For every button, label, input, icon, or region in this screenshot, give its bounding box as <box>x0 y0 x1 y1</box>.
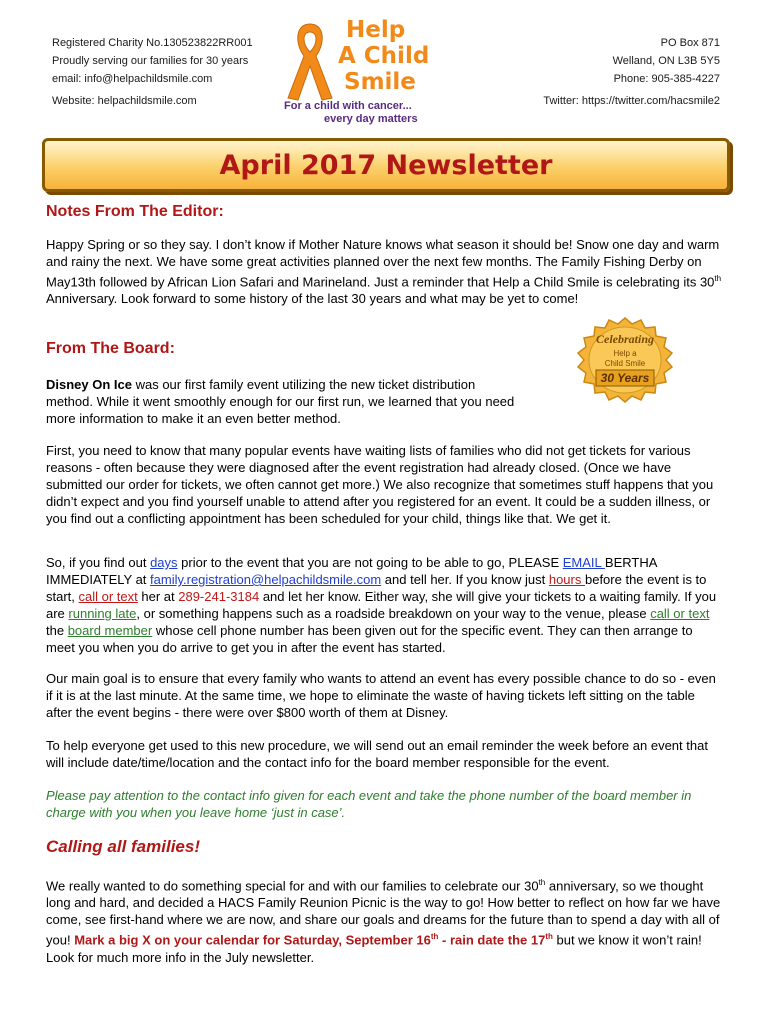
logo-word-smile: Smile <box>344 69 416 95</box>
families-paragraph <box>46 874 722 966</box>
logo-tagline <box>284 100 444 126</box>
p3-text-5: before the event is to start, <box>46 572 707 604</box>
celebrating-30-years-seal-icon <box>566 316 684 404</box>
disney-on-ice-text: Disney On Ice <box>46 377 132 392</box>
families-text-2: anniversary, so we thought long and hard, and decided a HACS Family Reunion Picnic is the way to go! How better to reflect on how far we have come, see first-hand where we are now, and share our goals and dreams for the future than to spend a day with all of you! <box>46 878 721 948</box>
families-text-1: We really wanted to do something special for and with our families to celebrate our 30 <box>46 878 539 894</box>
editor-text-b: Anniversary. Look forward to some history of the last 30 years and what may be yet to come! <box>46 291 579 307</box>
p3-text-8: , or something happens such as a roadside breakdown on your way to the venue, please <box>136 606 651 621</box>
logo-tagline-2: every day matters <box>324 113 418 125</box>
header-contact-left <box>52 34 253 110</box>
p3-text-3: BERTHA IMMEDIATELY at <box>46 555 657 587</box>
days-link[interactable]: days <box>150 555 178 570</box>
charity-tagline: Proudly serving our families for 30 years <box>52 55 249 67</box>
header-contact-right <box>543 34 720 110</box>
board-paragraph-3 <box>46 554 722 656</box>
hours-link[interactable]: hours <box>548 572 585 587</box>
logo-word-a-child: A Child <box>338 43 430 69</box>
board-member-link[interactable]: board member <box>67 623 153 638</box>
board-paragraph-4: Our main goal is to ensure that every family who wants to attend an event has every possible chance to do so - even if it is at the last minute. At the same time, we hope to eliminate the waste of having tickets left sitting on the table after the event begins - there were over $800 worth of them at Disney. <box>46 671 716 720</box>
families-sup-1: th <box>538 878 546 887</box>
awareness-ribbon-icon <box>282 20 338 102</box>
call-or-text-link-2[interactable]: call or text <box>650 606 710 621</box>
board-paragraph-6: Please pay attention to the contact info given for each event and take the phone number of the board member in charge with you when you leave home ‘just in case’. <box>46 788 692 820</box>
p3-text-4: and tell her. If you know just <box>381 572 549 587</box>
families-text-3: but we know it won’t rain! Look for much more info in the July newsletter. <box>46 932 702 965</box>
po-box: PO Box 871 <box>660 37 720 49</box>
charity-website: Website: helpachildsmile.com <box>52 95 197 107</box>
editor-text-a: Happy Spring or so they say. I don’t know if Mother Nature knows what season it should be! Snow one day and warm and rainy the next. We have some great activities planned over the next few months. The Family Fishing Derby on May13th followed by African Lion Safari and Marineland. Just a reminder that Help a Child Smile is celebrating its 30 <box>46 237 720 290</box>
email-link[interactable]: EMAIL <box>562 555 605 570</box>
running-late-link[interactable]: running late <box>68 606 137 621</box>
rain-date-text: - rain date the 17 <box>438 932 546 948</box>
families-heading: Calling all families! <box>46 837 200 856</box>
seal-30-years-text: 30 Years <box>600 371 650 385</box>
city-address: Welland, ON L3B 5Y5 <box>612 55 720 67</box>
twitter-link: Twitter: https://twitter.com/hacsmile2 <box>543 95 720 107</box>
p3-text-7: and let her know. Either way, she will give your tickets to a waiting family. If you are <box>46 589 717 621</box>
seal-child-smile-text: Child Smile <box>604 359 646 368</box>
board-p1-text: was our first family event utilizing the new ticket distribution method. While it went smoothly enough for our first run, we learned that you need more information to make it an even better method. <box>46 377 515 426</box>
board-paragraph-2: First, you need to know that many popular events have waiting lists of families who did not get tickets for various reasons - often because they were diagnosed after the event registration had already closed. (Once we have submitted our order for tickets, we often cannot get more.) We also recognize that sometimes stuff happens that you didn’t expect and you find yourself unable to attend after you registered for an event. It could be a sudden illness, or you find out a conflicting appointment has been scheduled for your child, things like that. We get it. <box>46 443 714 526</box>
editor-sup: th <box>714 274 722 283</box>
seal-help-a-text: Help a <box>613 349 637 358</box>
charity-number: Registered Charity No.130523822RR001 <box>52 37 253 49</box>
logo-tagline-1: For a child with cancer... <box>284 100 412 112</box>
newsletter-title-banner <box>42 138 730 192</box>
editor-paragraph <box>46 236 722 307</box>
board-paragraph-1 <box>46 376 516 427</box>
bertha-phone: 289-241-3184 <box>178 589 260 604</box>
logo-word-help: Help <box>346 17 406 43</box>
p3-text-1: So, if you find out <box>46 555 151 570</box>
p3-text-10: whose cell phone number has been given out for the specific event. They can then arrange to meet you when you do arrive to get you in after the event has started. <box>46 623 693 655</box>
call-or-text-link[interactable]: call or text <box>78 589 138 604</box>
p3-text-9: the <box>46 623 68 638</box>
editor-heading: Notes From The Editor: <box>46 203 224 220</box>
registration-email-link[interactable]: family.registration@helpachildsmile.com <box>150 572 382 587</box>
charity-email: email: info@helpachildsmile.com <box>52 73 213 85</box>
help-a-child-smile-logo <box>278 14 448 132</box>
families-sup-3: th <box>545 932 553 942</box>
board-heading: From The Board: <box>46 340 175 357</box>
phone-number: Phone: 905-385-4227 <box>613 73 720 85</box>
seal-celebrating-text: Celebrating <box>595 332 655 346</box>
p3-text-6: her at <box>137 589 179 604</box>
save-the-date-text: Mark a big X on your calendar for Saturday, September 16 <box>74 932 431 948</box>
families-sup-2: th <box>430 932 439 942</box>
board-paragraph-5: To help everyone get used to this new procedure, we will send out an email reminder the week before an event that will include date/time/location and the contact info for the board member responsible for the event. <box>46 738 708 770</box>
p3-text-2: prior to the event that you are not going to be able to go, PLEASE <box>177 555 563 570</box>
newsletter-title: April 2017 Newsletter <box>219 149 553 181</box>
